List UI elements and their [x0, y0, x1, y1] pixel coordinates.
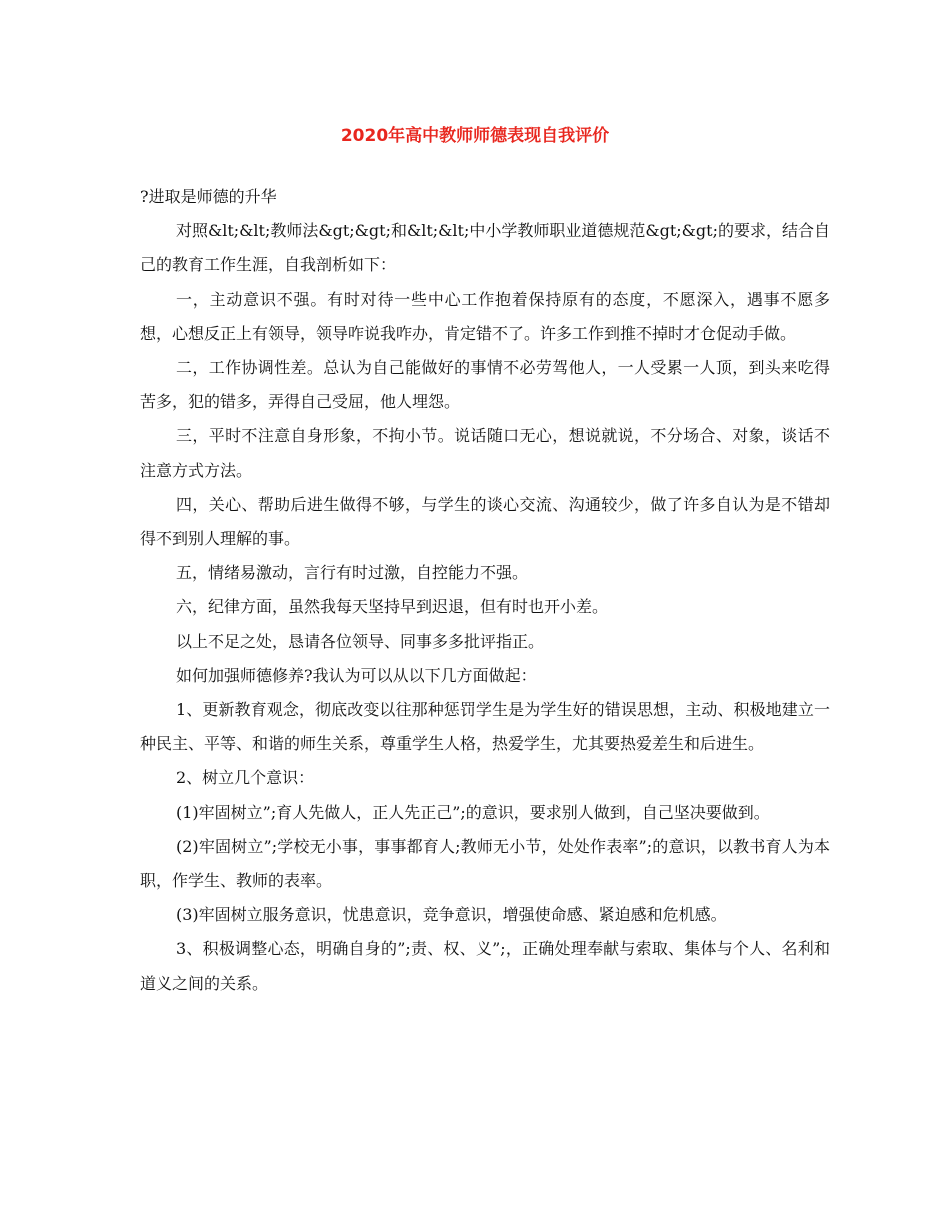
document-body: [140, 180, 830, 1001]
paragraph-point-2: 二，工作协调性差。总认为自己能做好的事情不必劳驾他人，一人受累一人顶，到头来吃得苦多，犯的错多，弄得自己受屈，他人埋怨。: [140, 358, 830, 412]
paragraph-measure-2: 2、树立几个意识：: [176, 768, 315, 788]
document-title: 2020年高中教师师德表现自我评价: [340, 126, 610, 146]
paragraph-measure-2-2: (2)牢固树立”;学校无小事，事事都育人;教师无小节，处处作表率”;的意识，以教书育人为本职，作学生、教师的表率。: [140, 836, 830, 891]
paragraph-point-3: 三，平时不注意自身形象，不拘小节。说话随口无心，想说就说，不分场合、对象，谈话不注意方式方法。: [140, 426, 830, 480]
paragraph-measure-1: 1、更新教育观念，彻底改变以往那种惩罚学生是为学生好的错误思想，主动、积极地建立一种民主、平等、和谐的师生关系，尊重学生人格，热爱学生，尤其要热爱差生和后进生。: [140, 700, 830, 754]
paragraph-question: 如何加强师德修养?我认为可以从以下几方面做起：: [176, 665, 537, 685]
paragraph-point-1: 一，主动意识不强。有时对待一些中心工作抱着保持原有的态度，不愿深入，遇事不愿多想，心想反正上有领导，领导咋说我咋办，肯定错不了。许多工作到推不掉时才仓促动手做。: [140, 289, 830, 343]
paragraph-measure-2-1: (1)牢固树立”;育人先做人，正人先正己”;的意识，要求别人做到，自己坚决要做到。: [176, 802, 770, 822]
paragraph-measure-2-3: (3)牢固树立服务意识，忧患意识，竞争意识，增强使命感、紧迫感和危机感。: [176, 905, 727, 925]
paragraph-intro: 对照&lt;&lt;教师法&gt;&gt;和&lt;&lt;中小学教师职业道德规范&gt;&gt;的要求，结合自己的教育工作生涯，自我剖析如下：: [140, 221, 830, 275]
paragraph-point-6: 六，纪律方面，虽然我每天坚持早到迟退，但有时也开小差。: [176, 597, 609, 617]
paragraph-point-5: 五，情绪易激动，言行有时过激，自控能力不强。: [176, 563, 529, 583]
section-heading: ?进取是师德的升华: [140, 187, 277, 206]
paragraph-point-4: 四，关心、帮助后进生做得不够，与学生的谈心交流、沟通较少，做了许多自认为是不错却得不到别人理解的事。: [140, 494, 830, 549]
paragraph-closing: 以上不足之处，恳请各位领导、同事多多批评指正。: [176, 631, 545, 651]
paragraph-measure-3: 3、积极调整心态，明确自身的”;责、权、义”;，正确处理奉献与索取、集体与个人、名利和道义之间的关系。: [140, 939, 830, 993]
